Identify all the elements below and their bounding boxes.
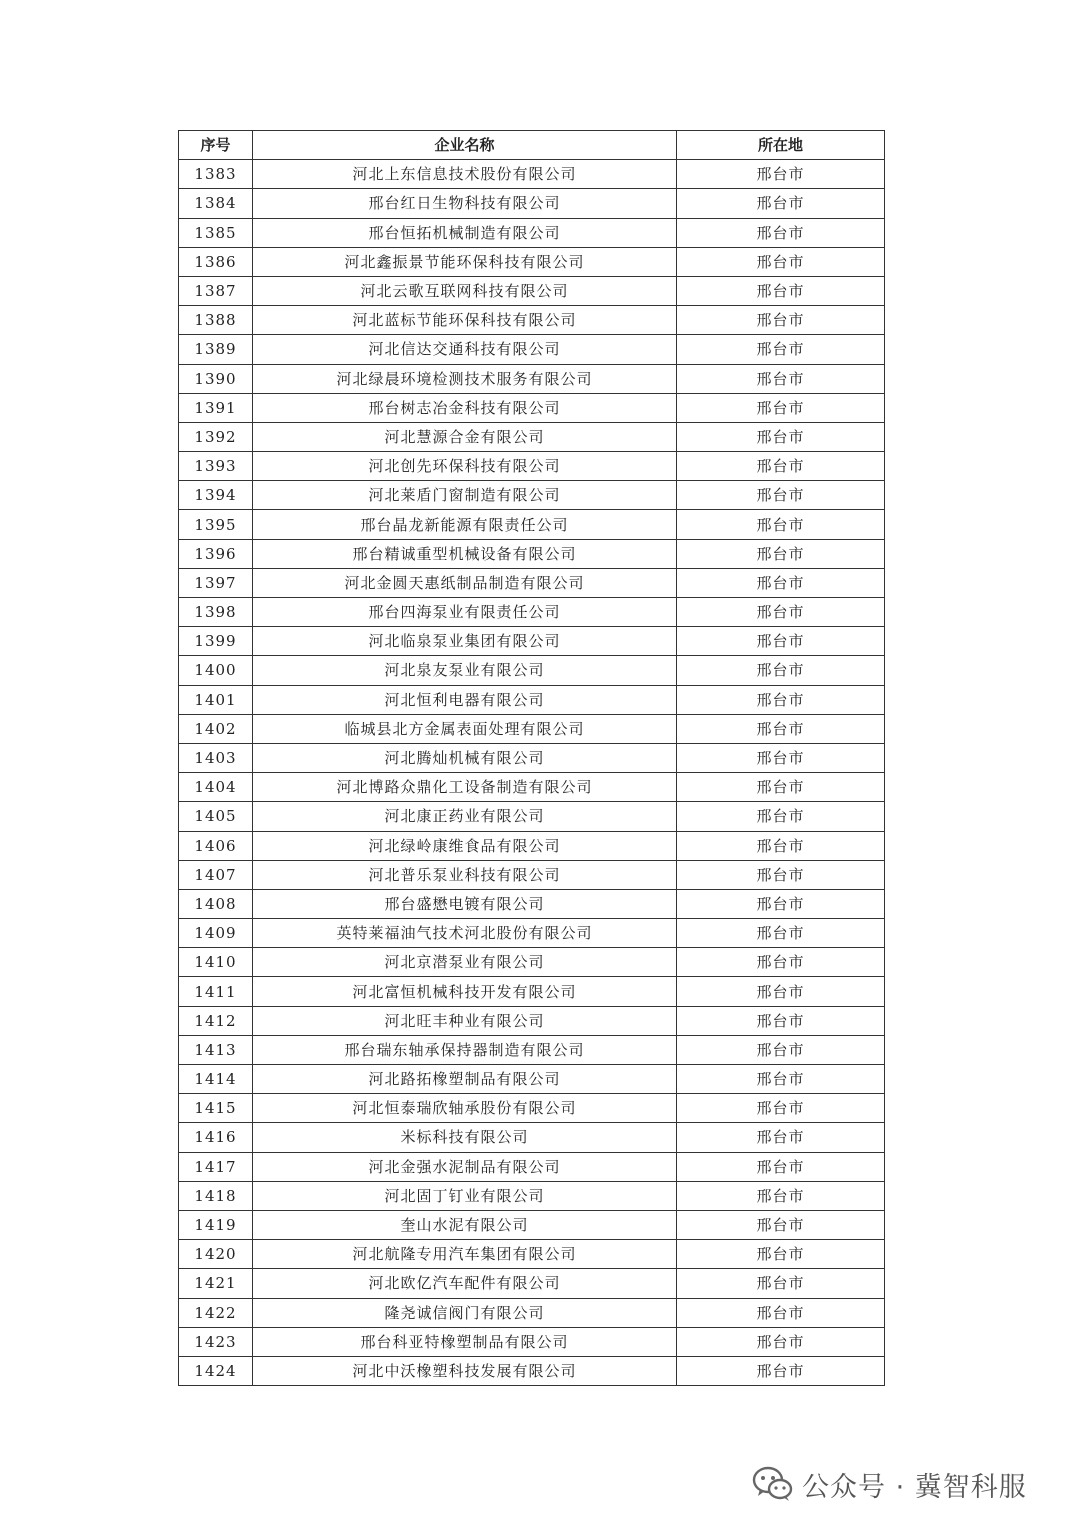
table-row xyxy=(179,276,885,305)
watermark-text: 公众号 · 冀智科服 xyxy=(802,1471,1027,1503)
table-row xyxy=(179,831,885,860)
cell-location: 邢台市 xyxy=(677,1269,885,1298)
cell-location: 邢台市 xyxy=(677,1298,885,1327)
cell-location: 邢台市 xyxy=(677,860,885,889)
cell-location: 邢台市 xyxy=(677,422,885,451)
cell-company-name: 河北欧亿汽车配件有限公司 xyxy=(253,1269,677,1298)
table-row xyxy=(179,1152,885,1181)
cell-index: 1399 xyxy=(179,627,253,656)
cell-index: 1391 xyxy=(179,393,253,422)
cell-location: 邢台市 xyxy=(677,889,885,918)
cell-index: 1418 xyxy=(179,1181,253,1210)
cell-company-name: 河北恒泰瑞欣轴承股份有限公司 xyxy=(253,1094,677,1123)
cell-company-name: 河北蓝标节能环保科技有限公司 xyxy=(253,306,677,335)
table-row xyxy=(179,1094,885,1123)
cell-index: 1390 xyxy=(179,364,253,393)
table-row xyxy=(179,1240,885,1269)
cell-index: 1398 xyxy=(179,598,253,627)
cell-index: 1419 xyxy=(179,1210,253,1239)
cell-company-name: 河北腾灿机械有限公司 xyxy=(253,743,677,772)
cell-location: 邢台市 xyxy=(677,919,885,948)
cell-company-name: 河北绿岭康维食品有限公司 xyxy=(253,831,677,860)
cell-company-name: 河北创先环保科技有限公司 xyxy=(253,452,677,481)
table-row xyxy=(179,1210,885,1239)
cell-location: 邢台市 xyxy=(677,1065,885,1094)
cell-index: 1409 xyxy=(179,919,253,948)
table-row xyxy=(179,539,885,568)
cell-company-name: 河北慧源合金有限公司 xyxy=(253,422,677,451)
cell-location: 邢台市 xyxy=(677,247,885,276)
cell-location: 邢台市 xyxy=(677,218,885,247)
cell-company-name: 河北普乐泵业科技有限公司 xyxy=(253,860,677,889)
cell-index: 1384 xyxy=(179,189,253,218)
cell-company-name: 邢台四海泵业有限责任公司 xyxy=(253,598,677,627)
cell-index: 1406 xyxy=(179,831,253,860)
cell-location: 邢台市 xyxy=(677,685,885,714)
table-row xyxy=(179,685,885,714)
table-row xyxy=(179,393,885,422)
table-row xyxy=(179,510,885,539)
cell-company-name: 邢台红日生物科技有限公司 xyxy=(253,189,677,218)
cell-index: 1388 xyxy=(179,306,253,335)
cell-index: 1410 xyxy=(179,948,253,977)
cell-index: 1386 xyxy=(179,247,253,276)
cell-index: 1400 xyxy=(179,656,253,685)
table-row xyxy=(179,714,885,743)
cell-location: 邢台市 xyxy=(677,773,885,802)
cell-index: 1383 xyxy=(179,160,253,189)
table-row xyxy=(179,773,885,802)
cell-index: 1394 xyxy=(179,481,253,510)
table-row xyxy=(179,627,885,656)
cell-company-name: 河北恒利电器有限公司 xyxy=(253,685,677,714)
cell-location: 邢台市 xyxy=(677,539,885,568)
cell-company-name: 河北博路众鼎化工设备制造有限公司 xyxy=(253,773,677,802)
cell-company-name: 隆尧诚信阀门有限公司 xyxy=(253,1298,677,1327)
cell-index: 1415 xyxy=(179,1094,253,1123)
cell-location: 邢台市 xyxy=(677,306,885,335)
cell-company-name: 奎山水泥有限公司 xyxy=(253,1210,677,1239)
cell-company-name: 河北京潜泵业有限公司 xyxy=(253,948,677,977)
cell-company-name: 河北固丁钉业有限公司 xyxy=(253,1181,677,1210)
table-row xyxy=(179,481,885,510)
cell-company-name: 河北中沃橡塑科技发展有限公司 xyxy=(253,1356,677,1385)
cell-location: 邢台市 xyxy=(677,1356,885,1385)
table-body xyxy=(179,160,885,1386)
cell-index: 1412 xyxy=(179,1006,253,1035)
table-row xyxy=(179,364,885,393)
table-row xyxy=(179,306,885,335)
table-row xyxy=(179,189,885,218)
cell-index: 1411 xyxy=(179,977,253,1006)
table-row xyxy=(179,919,885,948)
cell-index: 1387 xyxy=(179,276,253,305)
cell-location: 邢台市 xyxy=(677,510,885,539)
cell-location: 邢台市 xyxy=(677,627,885,656)
cell-index: 1424 xyxy=(179,1356,253,1385)
table-row xyxy=(179,1006,885,1035)
cell-index: 1420 xyxy=(179,1240,253,1269)
cell-location: 邢台市 xyxy=(677,598,885,627)
cell-location: 邢台市 xyxy=(677,948,885,977)
table-row xyxy=(179,598,885,627)
cell-company-name: 河北泉友泵业有限公司 xyxy=(253,656,677,685)
cell-index: 1396 xyxy=(179,539,253,568)
table-row xyxy=(179,422,885,451)
table-header-row xyxy=(179,131,885,160)
table-row xyxy=(179,218,885,247)
cell-company-name: 邢台瑞东轴承保持器制造有限公司 xyxy=(253,1035,677,1064)
cell-index: 1401 xyxy=(179,685,253,714)
cell-company-name: 河北航隆专用汽车集团有限公司 xyxy=(253,1240,677,1269)
table-row xyxy=(179,1298,885,1327)
table-row xyxy=(179,1065,885,1094)
table-row xyxy=(179,860,885,889)
table-row xyxy=(179,802,885,831)
table-row xyxy=(179,568,885,597)
cell-location: 邢台市 xyxy=(677,977,885,1006)
table-row xyxy=(179,889,885,918)
cell-location: 邢台市 xyxy=(677,1006,885,1035)
cell-company-name: 河北莱盾门窗制造有限公司 xyxy=(253,481,677,510)
cell-index: 1416 xyxy=(179,1123,253,1152)
cell-location: 邢台市 xyxy=(677,1094,885,1123)
cell-company-name: 河北信达交通科技有限公司 xyxy=(253,335,677,364)
table-row xyxy=(179,1181,885,1210)
cell-company-name: 河北金圆天惠纸制品制造有限公司 xyxy=(253,568,677,597)
table-row xyxy=(179,1035,885,1064)
cell-location: 邢台市 xyxy=(677,1152,885,1181)
cell-location: 邢台市 xyxy=(677,743,885,772)
cell-location: 邢台市 xyxy=(677,1327,885,1356)
cell-location: 邢台市 xyxy=(677,335,885,364)
table-row xyxy=(179,335,885,364)
table-row xyxy=(179,1269,885,1298)
cell-location: 邢台市 xyxy=(677,1181,885,1210)
cell-location: 邢台市 xyxy=(677,189,885,218)
cell-location: 邢台市 xyxy=(677,1123,885,1152)
cell-index: 1402 xyxy=(179,714,253,743)
cell-index: 1395 xyxy=(179,510,253,539)
cell-company-name: 河北上东信息技术股份有限公司 xyxy=(253,160,677,189)
cell-company-name: 邢台精诚重型机械设备有限公司 xyxy=(253,539,677,568)
watermark xyxy=(752,1462,1027,1506)
cell-company-name: 河北路拓橡塑制品有限公司 xyxy=(253,1065,677,1094)
cell-location: 邢台市 xyxy=(677,160,885,189)
cell-company-name: 临城县北方金属表面处理有限公司 xyxy=(253,714,677,743)
header-company-name: 企业名称 xyxy=(253,131,677,160)
cell-location: 邢台市 xyxy=(677,481,885,510)
header-location: 所在地 xyxy=(677,131,885,160)
cell-index: 1423 xyxy=(179,1327,253,1356)
table-row xyxy=(179,452,885,481)
cell-index: 1417 xyxy=(179,1152,253,1181)
cell-company-name: 邢台树志冶金科技有限公司 xyxy=(253,393,677,422)
table-row xyxy=(179,247,885,276)
cell-index: 1393 xyxy=(179,452,253,481)
cell-company-name: 河北富恒机械科技开发有限公司 xyxy=(253,977,677,1006)
cell-index: 1385 xyxy=(179,218,253,247)
cell-index: 1405 xyxy=(179,802,253,831)
cell-company-name: 邢台科亚特橡塑制品有限公司 xyxy=(253,1327,677,1356)
cell-location: 邢台市 xyxy=(677,276,885,305)
cell-location: 邢台市 xyxy=(677,714,885,743)
cell-company-name: 河北云歌互联网科技有限公司 xyxy=(253,276,677,305)
cell-location: 邢台市 xyxy=(677,568,885,597)
cell-index: 1421 xyxy=(179,1269,253,1298)
cell-company-name: 邢台恒拓机械制造有限公司 xyxy=(253,218,677,247)
cell-location: 邢台市 xyxy=(677,1240,885,1269)
cell-index: 1389 xyxy=(179,335,253,364)
cell-index: 1407 xyxy=(179,860,253,889)
cell-company-name: 河北康正药业有限公司 xyxy=(253,802,677,831)
cell-company-name: 河北临泉泵业集团有限公司 xyxy=(253,627,677,656)
cell-index: 1397 xyxy=(179,568,253,597)
table-row xyxy=(179,948,885,977)
cell-company-name: 河北旺丰种业有限公司 xyxy=(253,1006,677,1035)
cell-location: 邢台市 xyxy=(677,656,885,685)
cell-location: 邢台市 xyxy=(677,802,885,831)
cell-company-name: 河北鑫振景节能环保科技有限公司 xyxy=(253,247,677,276)
cell-index: 1404 xyxy=(179,773,253,802)
cell-location: 邢台市 xyxy=(677,1035,885,1064)
cell-company-name: 邢台晶龙新能源有限责任公司 xyxy=(253,510,677,539)
cell-company-name: 河北绿晨环境检测技术服务有限公司 xyxy=(253,364,677,393)
cell-location: 邢台市 xyxy=(677,831,885,860)
cell-company-name: 邢台盛懋电镀有限公司 xyxy=(253,889,677,918)
cell-company-name: 米标科技有限公司 xyxy=(253,1123,677,1152)
cell-index: 1422 xyxy=(179,1298,253,1327)
cell-index: 1408 xyxy=(179,889,253,918)
cell-index: 1414 xyxy=(179,1065,253,1094)
header-index: 序号 xyxy=(179,131,253,160)
cell-location: 邢台市 xyxy=(677,1210,885,1239)
table-row xyxy=(179,743,885,772)
cell-location: 邢台市 xyxy=(677,393,885,422)
table-row xyxy=(179,160,885,189)
table-row xyxy=(179,656,885,685)
table-row xyxy=(179,977,885,1006)
company-table xyxy=(178,130,885,1386)
cell-index: 1392 xyxy=(179,422,253,451)
cell-company-name: 英特莱福油气技术河北股份有限公司 xyxy=(253,919,677,948)
wechat-icon xyxy=(752,1465,794,1503)
table-row xyxy=(179,1123,885,1152)
cell-index: 1403 xyxy=(179,743,253,772)
table-row xyxy=(179,1327,885,1356)
cell-company-name: 河北金强水泥制品有限公司 xyxy=(253,1152,677,1181)
cell-location: 邢台市 xyxy=(677,364,885,393)
table-row xyxy=(179,1356,885,1385)
cell-location: 邢台市 xyxy=(677,452,885,481)
cell-index: 1413 xyxy=(179,1035,253,1064)
